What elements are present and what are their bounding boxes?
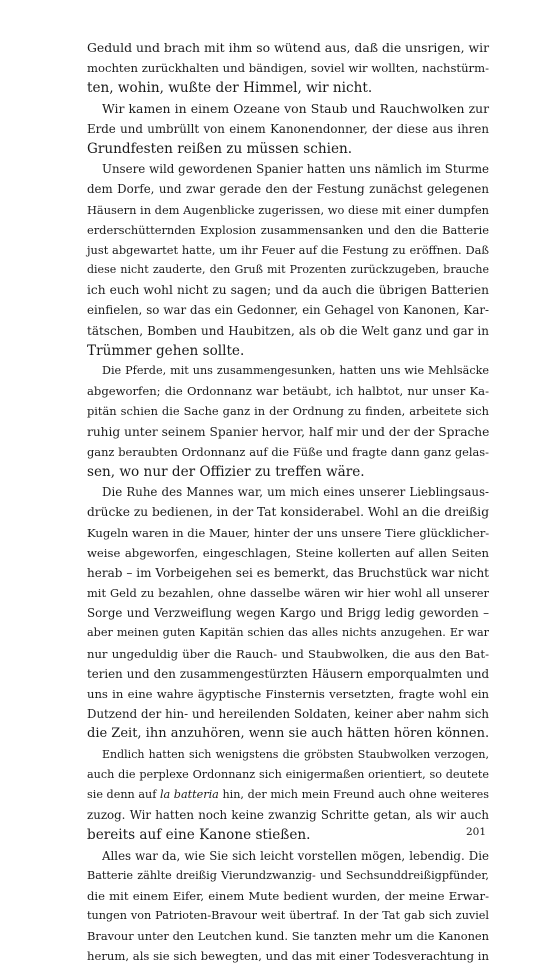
text-line: herum, als sie sich bewegten, und das mit einer Todesverachtung in bbox=[87, 949, 489, 964]
text-line bbox=[87, 785, 489, 805]
text-line: ten, wohin, wußte der Himmel, wir nicht. bbox=[87, 80, 373, 97]
text-line: ganz beraubten Ordonnanz auf die Füße und fragte dann ganz gelas- bbox=[87, 444, 489, 459]
text-line: aber meinen guten Kapitän schien das alles nichts anzugehen. Er war bbox=[87, 626, 489, 640]
text-line: Dutzend der hin- und hereilenden Soldaten, keiner aber nahm sich bbox=[87, 707, 489, 722]
text-line: ich euch wohl nicht zu sagen; und da auch die übrigen Batterien bbox=[87, 283, 489, 298]
text-line: die mit einem Eifer, einem Mute bedient wurden, der meine Erwar- bbox=[87, 888, 489, 903]
text-line: drücke zu bedienen, in der Tat konsiderabel. Wohl an die dreißig bbox=[87, 505, 489, 520]
text-line: die Zeit, ihn anzuhören, wenn sie auch hätten hören können. bbox=[87, 726, 490, 742]
text-line: uns in eine wahre ägyptische Finsternis versetzten, fragte wohl ein bbox=[87, 687, 489, 701]
text-line: diese nicht zauderte, den Gruß mit Prozenten zurückzugeben, brauche bbox=[87, 263, 489, 277]
text-line: zuzog. Wir hatten noch keine zwanzig Schritte getan, als wir auch bbox=[87, 808, 489, 823]
text-line: Die Ruhe des Mannes war, um mich eines unserer Lieblingsaus- bbox=[102, 485, 489, 500]
italic-phrase: la batteria bbox=[159, 787, 219, 801]
text-line: Unsere wild gewordenen Spanier hatten uns nämlich im Sturme bbox=[102, 162, 489, 177]
text-line: Häusern in dem Augenblicke zugerissen, wo diese mit einer dumpfen bbox=[87, 202, 490, 217]
text-line: mochten zurückhalten und bändigen, soviel wir wollten, nachstürm- bbox=[87, 61, 489, 76]
text-line: weise abgeworfen, eingeschlagen, Steine kollerten auf allen Seiten bbox=[87, 545, 489, 560]
page-number: 201 bbox=[465, 826, 486, 838]
text-line: einfielen, so war das ein Gedonner, ein Gehagel von Kanonen, Kar- bbox=[87, 303, 489, 318]
text-line: Geduld und brach mit ihm so wütend aus, daß die unsrigen, wir bbox=[87, 40, 489, 55]
text-line: Erde und umbrüllt von einem Kanonendonner, der diese aus ihren bbox=[87, 121, 489, 136]
text-segment: sie denn auf bbox=[87, 787, 160, 801]
body-text bbox=[87, 38, 489, 967]
text-line: Batterie zählte dreißig Vierundzwanzig- und Sechsunddreißigpfünder, bbox=[87, 868, 489, 882]
text-line: mit Geld zu bezahlen, ohne dasselbe wären wir hier wohl all unserer bbox=[87, 586, 489, 601]
text-line: Grundfesten reißen zu müssen schien. bbox=[87, 140, 353, 157]
text-line: ruhig unter seinem Spanier hervor, half mir und der der Sprache bbox=[87, 424, 490, 439]
text-line: terien und den zusammengestürzten Häusern emporqualmten und bbox=[87, 666, 489, 681]
text-line: Die Pferde, mit uns zusammengesunken, hatten uns wie Mehlsäcke bbox=[102, 364, 489, 377]
text-line: Kugeln waren in die Mauer, hinter der uns unsere Tiere glücklicher- bbox=[87, 525, 490, 540]
text-line: tätschen, Bomben und Haubitzen, als ob die Welt ganz und gar in bbox=[87, 323, 489, 338]
text-line: Sorge und Verzweiflung wegen Kargo und Brigg ledig geworden – bbox=[87, 606, 489, 621]
text-line: Bravour unter den Leutchen kund. Sie tanzten mehr um die Kanonen bbox=[87, 929, 489, 944]
text-line: erderschütternden Explosion zusammensanken und den die Batterie bbox=[87, 222, 489, 237]
text-line: abgeworfen; die Ordonnanz war betäubt, ich halbtot, nur unser Ka- bbox=[87, 384, 489, 399]
text-line: nur ungeduldig über die Rauch- und Staubwolken, die aus den Bat- bbox=[87, 646, 489, 661]
text-line: tungen von Patrioten-Bravour weit übertraf. In der Tat gab sich zuviel bbox=[87, 909, 489, 923]
text-line: just abgewartet hatte, um ihr Feuer auf die Festung zu eröffnen. Daß bbox=[87, 242, 489, 257]
text-line: Trümmer gehen sollte. bbox=[87, 342, 245, 359]
text-line: auch die perplexe Ordonnanz sich einigermaßen orientiert, so deutete bbox=[87, 767, 489, 781]
text-line: Wir kamen in einem Ozeane von Staub und Rauchwolken zur bbox=[102, 100, 489, 116]
text-line: sen, wo nur der Offizier zu treffen wäre. bbox=[87, 463, 365, 480]
text-line: bereits auf eine Kanone stießen. bbox=[87, 827, 311, 844]
text-segment: hin, der mich mein Freund auch ohne weiteres bbox=[218, 787, 489, 801]
text-line: Alles war da, wie Sie sich leicht vorstellen mögen, lebendig. Die bbox=[102, 848, 489, 863]
text-line: Endlich hatten sich wenigstens die gröbsten Staubwolken verzogen, bbox=[102, 747, 489, 761]
text-line: dem Dorfe, und zwar gerade den der Festung zunächst gelegenen bbox=[87, 182, 489, 197]
text-line: pitän schien die Sache ganz in der Ordnung zu finden, arbeitete sich bbox=[87, 404, 489, 419]
text-line: herab – im Vorbeigehen sei es bemerkt, das Bruchstück war nicht bbox=[87, 565, 489, 580]
